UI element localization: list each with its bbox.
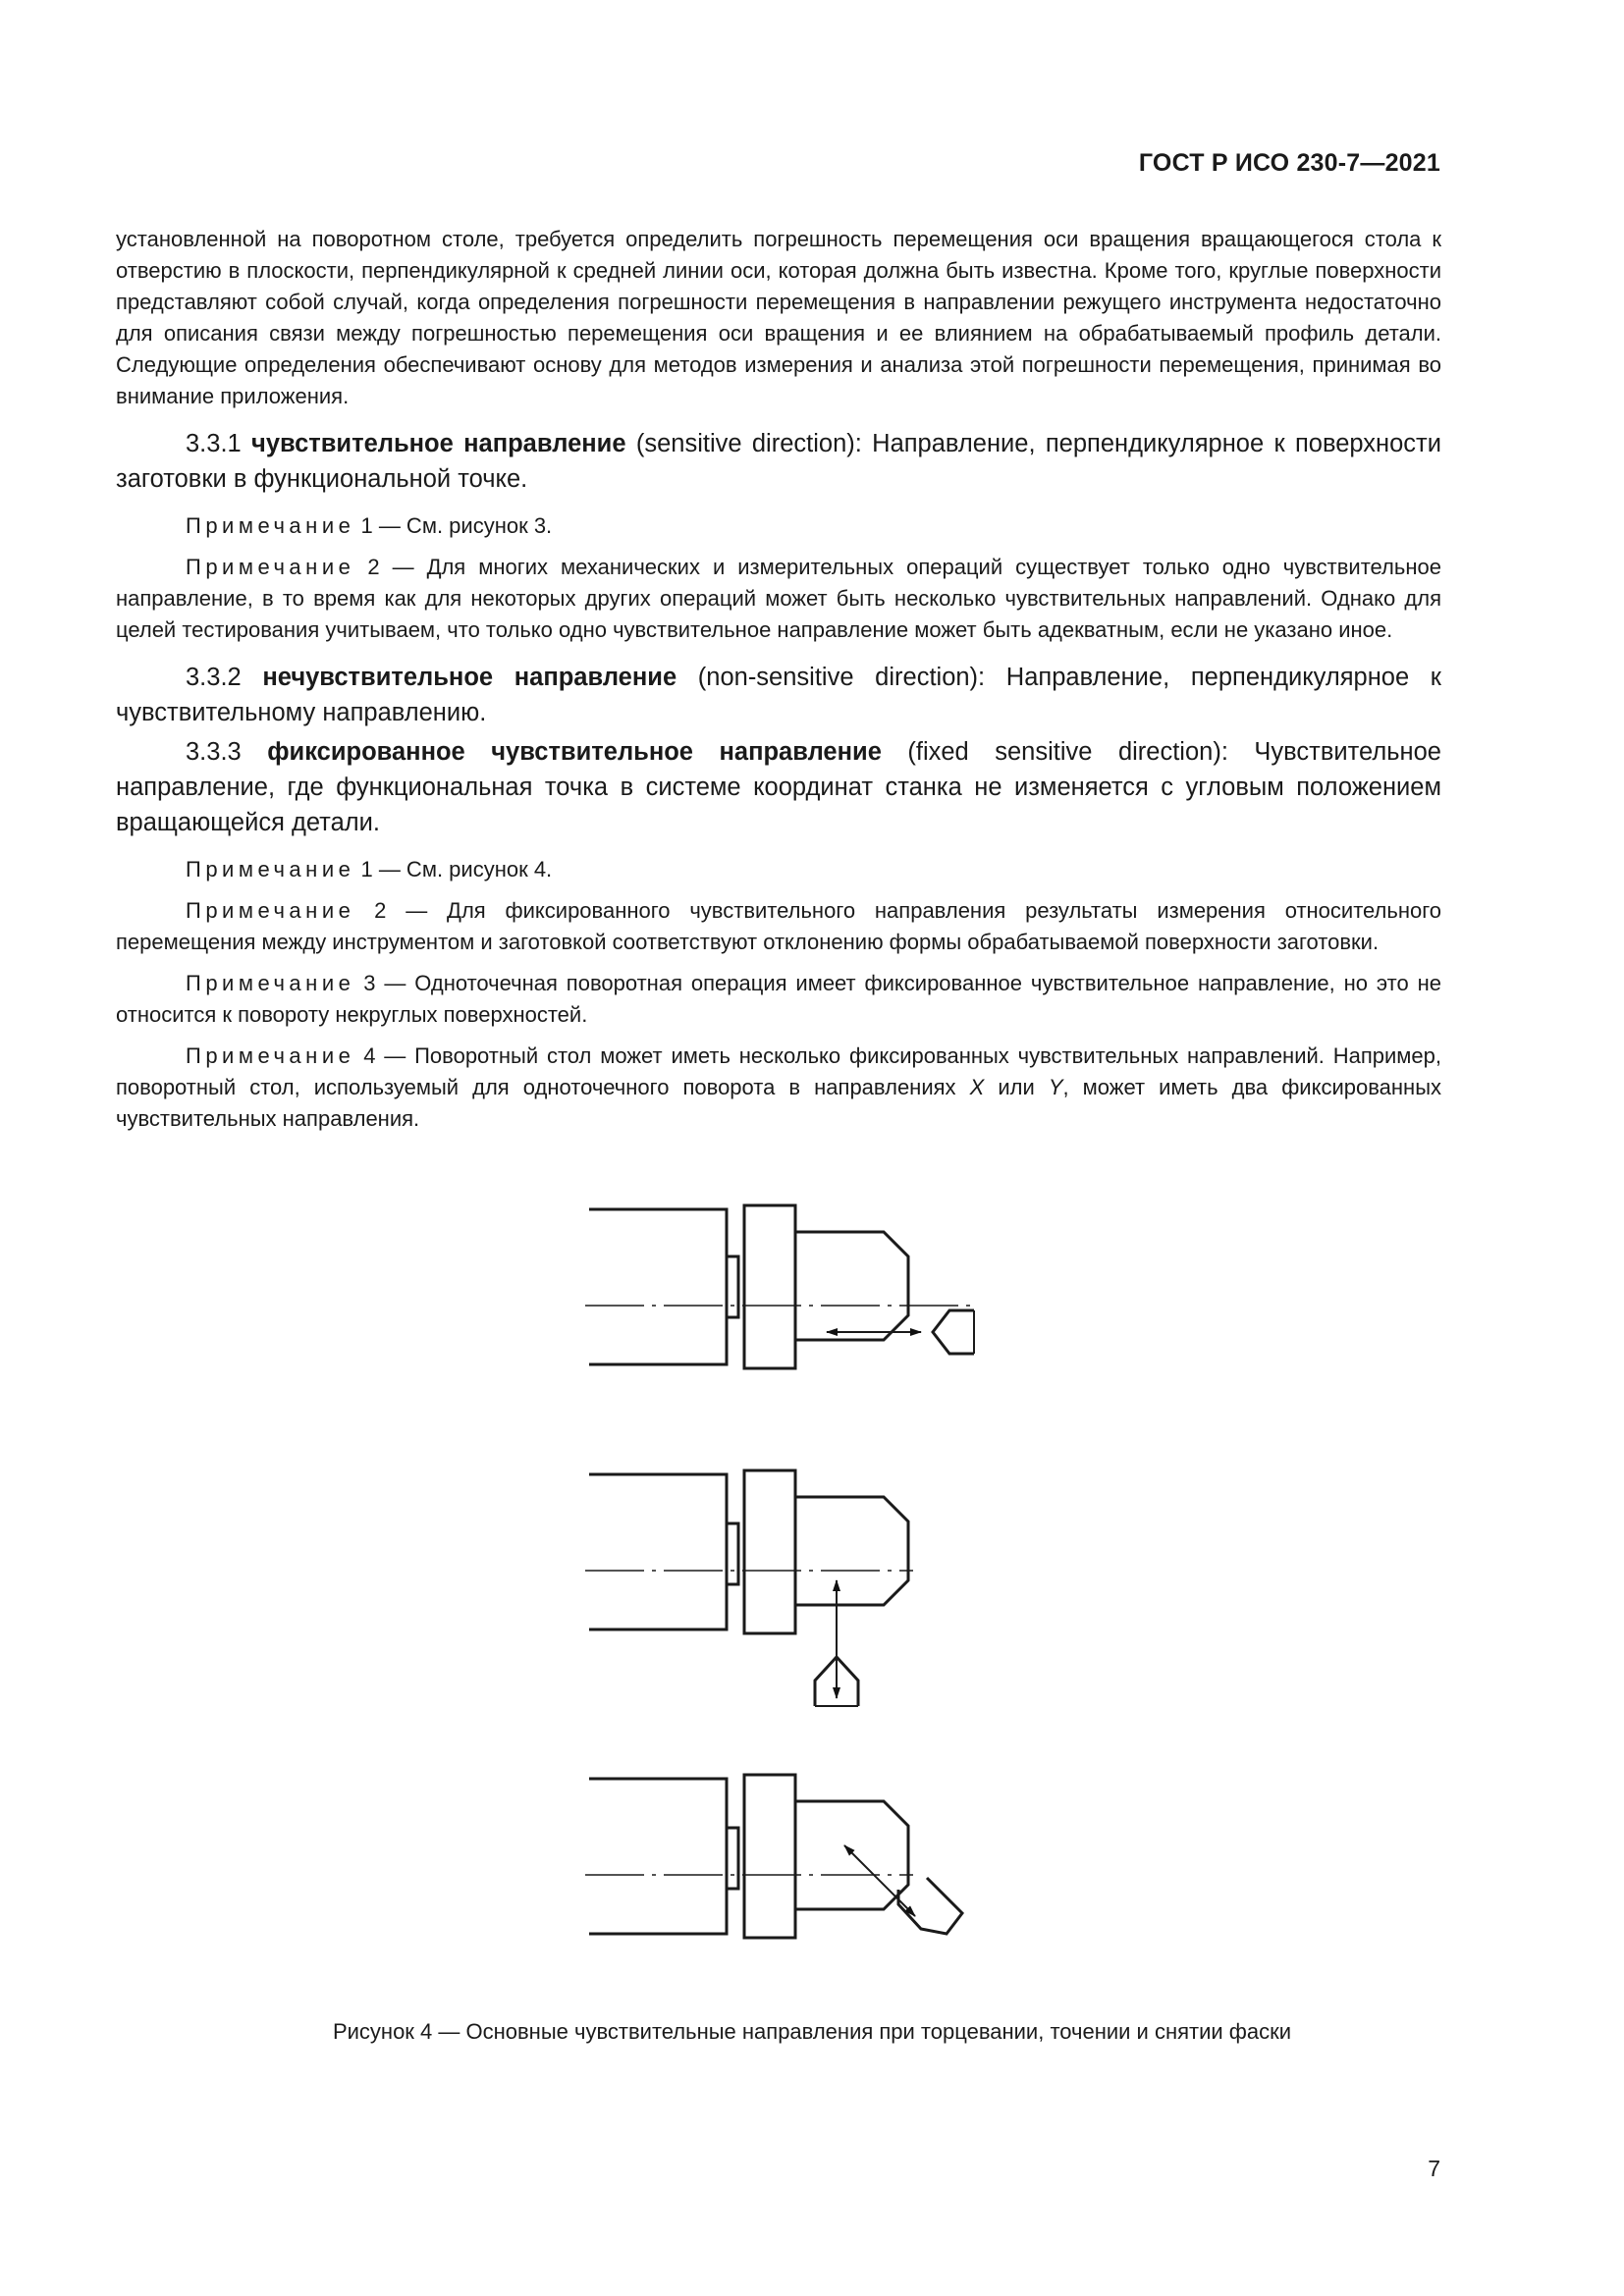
note-text: 3 — Одноточечная поворотная операция имеет фиксированное чувствительное направление, но это не относится к повороту некруглых поверхностей.	[116, 971, 1441, 1027]
note-text: 2 — Для фиксированного чувствительного направления результаты измерения относительного перемещения между инструментом и заготовкой соответствуют отклонению формы обрабатываемой поверхности заготовки.	[116, 898, 1441, 954]
intro-paragraph: установленной на поворотном столе, требуется определить погрешность перемещения оси вращения вращающегося стола к отверстию в плоскости, перпендикулярной к средней линии оси, которая должна быть известна. Кроме того, круглые поверхности представляют собой случай, когда определения погрешности перемещения в направлении режущего инструмента недостаточно для описания связи между погрешностью перемещения оси вращения и ее влиянием на обрабатываемый профиль детали. Следующие определения обеспечивают основу для методов измерения и анализа этой погрешности перемещения, принимая во внимание приложения.	[116, 227, 1441, 408]
note-label: Примечание	[186, 1043, 355, 1068]
note-label: Примечание	[186, 857, 355, 881]
term: фиксированное чувствительное направление	[267, 738, 882, 766]
definition-3-3-1	[116, 426, 1441, 497]
note-label: Примечание	[186, 898, 355, 923]
cutting-tool	[933, 1310, 974, 1354]
note-1	[116, 510, 1441, 542]
chamfering-diagram	[585, 1775, 962, 1938]
note-4	[116, 1041, 1441, 1135]
note-text: , может иметь два фиксированных чувствительных направления.	[116, 1075, 1442, 1131]
note-2	[116, 552, 1441, 646]
definition-3-3-2	[116, 660, 1441, 730]
note-2	[116, 895, 1441, 958]
clause-number: 3.3.3	[186, 738, 242, 766]
figure-4-drawing	[550, 1178, 1001, 1993]
axis-x: X	[969, 1075, 985, 1099]
note-text: или	[984, 1075, 1049, 1099]
note-label: Примечание	[186, 513, 355, 538]
note-3	[116, 968, 1441, 1031]
document-header: ГОСТ Р ИСО 230-7—2021	[1138, 149, 1440, 177]
term: нечувствительное направление	[262, 664, 677, 691]
note-text: 1 — См. рисунок 3.	[360, 513, 553, 538]
note-label: Примечание	[186, 555, 355, 579]
page-number: 7	[1428, 2156, 1440, 2181]
note-label: Примечание	[186, 971, 355, 995]
term: чувствительное направление	[251, 430, 626, 457]
facing-diagram	[585, 1205, 974, 1368]
axis-y: Y	[1048, 1075, 1063, 1099]
turning-diagram	[585, 1470, 913, 1706]
clause-number: 3.3.1	[186, 430, 242, 457]
figure-caption: Рисунок 4 — Основные чувствительные направления при торцевании, точении и снятии фаски	[332, 2019, 1292, 2044]
note-text: 4 — Поворотный стол может иметь несколько фиксированных чувствительных направлений. Например, поворотный стол, используемый для одноточечного поворота в направлениях	[116, 1043, 1441, 1099]
definition-3-3-3	[116, 734, 1441, 840]
note-1	[116, 854, 1441, 885]
sensitive-direction-arrow	[844, 1845, 915, 1916]
clause-number: 3.3.2	[186, 664, 242, 691]
note-text: 2 — Для многих механических и измерительных операций существует только одно чувствительное направление, в то время как для некоторых других операций может быть несколько чувствительных направлений. Однако для целей тестирования учитываем, что только одно чувствительное направление может быть адекватным, если не указано иное.	[116, 555, 1441, 642]
note-text: 1 — См. рисунок 4.	[360, 857, 553, 881]
definition-text: (sensitive direction): Направление, перпендикулярное к поверхности заготовки в функциональной точке.	[116, 430, 1441, 493]
definition-text: (non-sensitive direction): Направление, перпендикулярное к чувствительному направлению.	[116, 664, 1441, 726]
definition-text: (fixed sensitive direction): Чувствительное направление, где функциональная точка в системе координат станка не изменяется с угловым положением вращающейся детали.	[116, 738, 1441, 836]
text-body	[116, 224, 1441, 1135]
